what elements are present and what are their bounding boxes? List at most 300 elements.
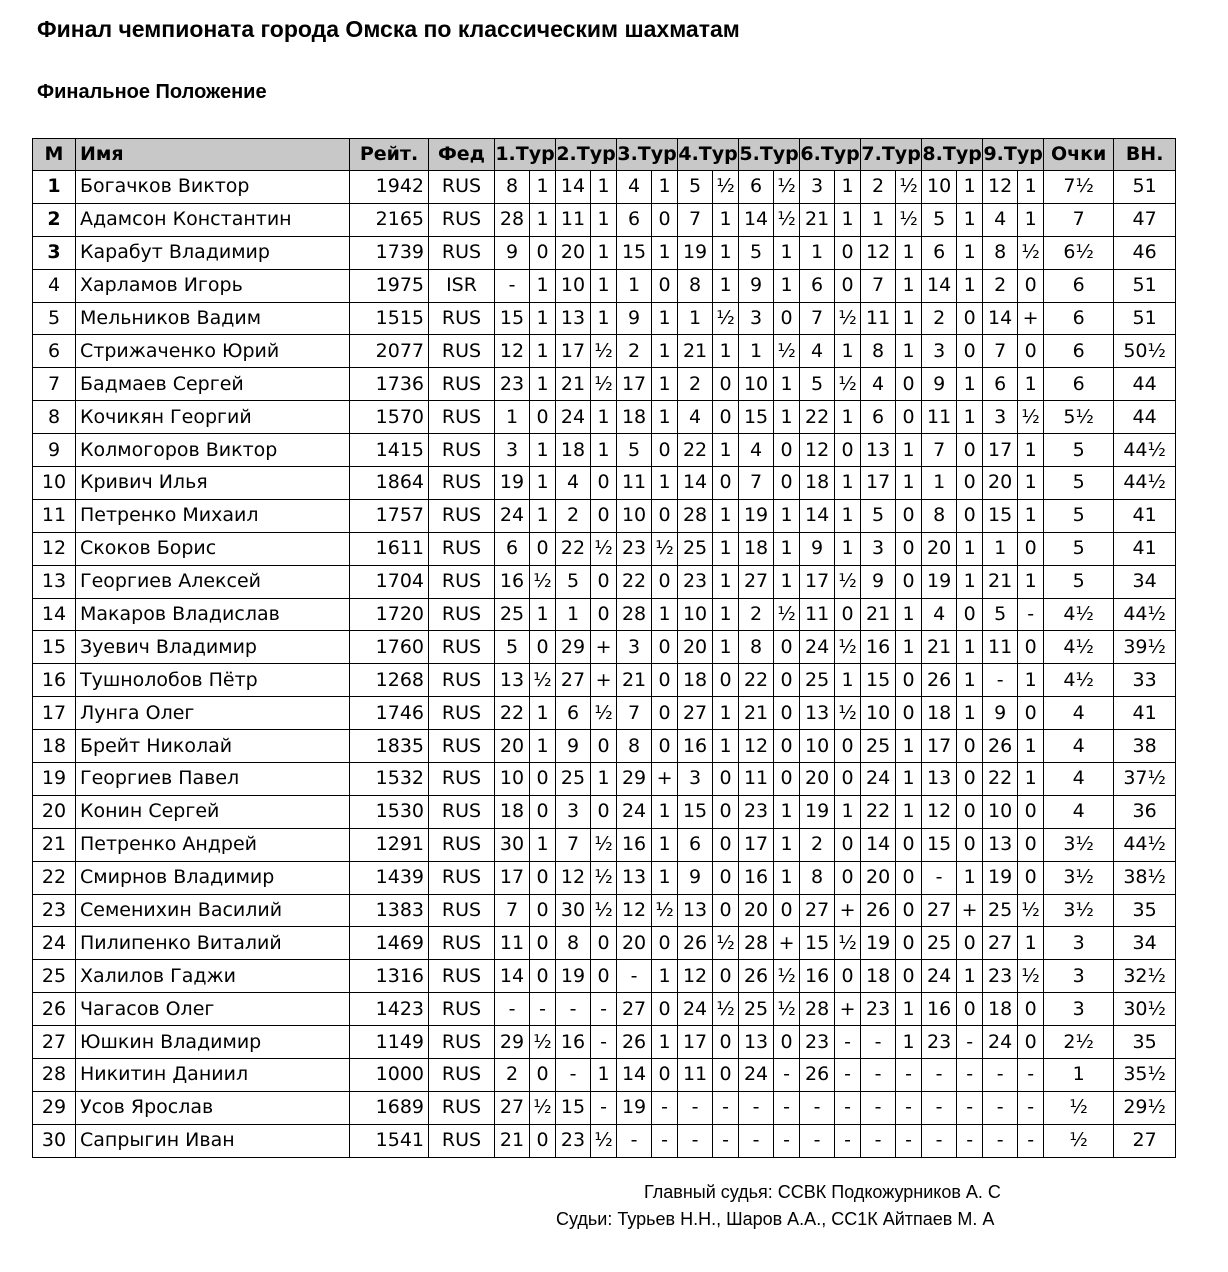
- federation-cell: RUS: [429, 697, 495, 730]
- opponent-cell: 11: [739, 763, 774, 796]
- header-round-6: 6.Тур: [800, 139, 861, 171]
- opponent-cell: 18: [861, 960, 896, 993]
- rating-cell: 1746: [350, 697, 429, 730]
- place-cell: 1: [33, 171, 76, 204]
- result-cell: 1: [591, 434, 617, 467]
- opponent-cell: 20: [739, 894, 774, 927]
- tiebreak-cell: 30½: [1114, 993, 1176, 1026]
- opponent-cell: 1: [739, 335, 774, 368]
- points-cell: 3: [1044, 960, 1114, 993]
- result-cell: 0: [957, 467, 983, 500]
- result-cell: 1: [652, 171, 678, 204]
- opponent-cell: 7: [678, 203, 713, 236]
- opponent-cell: 21: [495, 1124, 530, 1157]
- opponent-cell: -: [983, 1091, 1018, 1124]
- result-cell: 1: [896, 236, 922, 269]
- opponent-cell: 24: [861, 763, 896, 796]
- result-cell: 0: [713, 401, 739, 434]
- opponent-cell: 1: [861, 203, 896, 236]
- federation-cell: RUS: [429, 335, 495, 368]
- result-cell: 0: [774, 664, 800, 697]
- opponent-cell: 20: [617, 927, 652, 960]
- federation-cell: RUS: [429, 203, 495, 236]
- opponent-cell: 5: [922, 203, 957, 236]
- place-cell: 11: [33, 499, 76, 532]
- result-cell: 1: [957, 664, 983, 697]
- opponent-cell: 26: [861, 894, 896, 927]
- result-cell: 0: [896, 532, 922, 565]
- opponent-cell: 15: [495, 302, 530, 335]
- opponent-cell: 27: [556, 664, 591, 697]
- rating-cell: 2165: [350, 203, 429, 236]
- place-cell: 29: [33, 1091, 76, 1124]
- result-cell: ½: [896, 203, 922, 236]
- result-cell: -: [835, 1091, 861, 1124]
- table-row: [33, 763, 1176, 796]
- result-cell: 1: [835, 795, 861, 828]
- result-cell: ½: [591, 1124, 617, 1157]
- opponent-cell: 11: [800, 598, 835, 631]
- result-cell: -: [1018, 1059, 1044, 1092]
- document-title: Финал чемпионата города Омска по классическим шахматам: [37, 16, 740, 42]
- points-cell: 4: [1044, 697, 1114, 730]
- opponent-cell: 9: [617, 302, 652, 335]
- result-cell: 1: [774, 828, 800, 861]
- opponent-cell: 18: [556, 434, 591, 467]
- result-cell: 0: [896, 368, 922, 401]
- result-cell: 0: [774, 763, 800, 796]
- opponent-cell: 22: [617, 565, 652, 598]
- opponent-cell: 22: [739, 664, 774, 697]
- opponent-cell: 10: [983, 795, 1018, 828]
- result-cell: 1: [652, 368, 678, 401]
- opponent-cell: 14: [678, 467, 713, 500]
- opponent-cell: -: [495, 993, 530, 1026]
- federation-cell: ISR: [429, 269, 495, 302]
- opponent-cell: 18: [617, 401, 652, 434]
- header-round-7: 7.Тур: [861, 139, 922, 171]
- place-cell: 6: [33, 335, 76, 368]
- player-name-cell: Стрижаченко Юрий: [76, 335, 350, 368]
- opponent-cell: 30: [495, 828, 530, 861]
- table-row: [33, 828, 1176, 861]
- result-cell: ½: [530, 565, 556, 598]
- tiebreak-cell: 38½: [1114, 861, 1176, 894]
- opponent-cell: -: [861, 1026, 896, 1059]
- result-cell: ½: [591, 368, 617, 401]
- result-cell: 0: [530, 236, 556, 269]
- result-cell: 1: [652, 828, 678, 861]
- table-row: [33, 1059, 1176, 1092]
- table-row: [33, 171, 1176, 204]
- table-row: [33, 434, 1176, 467]
- player-name-cell: Халилов Гаджи: [76, 960, 350, 993]
- tiebreak-cell: 33: [1114, 664, 1176, 697]
- result-cell: 1: [1018, 467, 1044, 500]
- opponent-cell: 2: [861, 171, 896, 204]
- federation-cell: RUS: [429, 302, 495, 335]
- result-cell: 1: [774, 565, 800, 598]
- result-cell: ½: [835, 631, 861, 664]
- opponent-cell: 28: [495, 203, 530, 236]
- player-name-cell: Конин Сергей: [76, 795, 350, 828]
- result-cell: ½: [591, 828, 617, 861]
- points-cell: 6: [1044, 335, 1114, 368]
- result-cell: 0: [957, 828, 983, 861]
- rating-cell: 1942: [350, 171, 429, 204]
- result-cell: 1: [713, 598, 739, 631]
- result-cell: -: [774, 1059, 800, 1092]
- opponent-cell: 11: [495, 927, 530, 960]
- result-cell: 1: [652, 335, 678, 368]
- result-cell: 0: [774, 730, 800, 763]
- opponent-cell: 17: [800, 565, 835, 598]
- opponent-cell: 17: [922, 730, 957, 763]
- opponent-cell: 14: [983, 302, 1018, 335]
- player-name-cell: Чагасов Олег: [76, 993, 350, 1026]
- opponent-cell: 3: [556, 795, 591, 828]
- rating-cell: 1689: [350, 1091, 429, 1124]
- opponent-cell: 20: [922, 532, 957, 565]
- result-cell: -: [713, 1124, 739, 1157]
- opponent-cell: -: [678, 1124, 713, 1157]
- result-cell: 0: [896, 664, 922, 697]
- tiebreak-cell: 44½: [1114, 467, 1176, 500]
- opponent-cell: 27: [983, 927, 1018, 960]
- opponent-cell: 22: [556, 532, 591, 565]
- federation-cell: RUS: [429, 763, 495, 796]
- opponent-cell: 10: [495, 763, 530, 796]
- result-cell: -: [896, 1059, 922, 1092]
- points-cell: 4½: [1044, 631, 1114, 664]
- result-cell: 1: [713, 532, 739, 565]
- opponent-cell: 5: [556, 565, 591, 598]
- points-cell: 2½: [1044, 1026, 1114, 1059]
- result-cell: +: [591, 631, 617, 664]
- result-cell: 0: [713, 795, 739, 828]
- place-cell: 30: [33, 1124, 76, 1157]
- federation-cell: RUS: [429, 730, 495, 763]
- result-cell: ½: [1018, 960, 1044, 993]
- opponent-cell: 7: [617, 697, 652, 730]
- points-cell: 3½: [1044, 861, 1114, 894]
- opponent-cell: 21: [983, 565, 1018, 598]
- result-cell: 1: [835, 532, 861, 565]
- opponent-cell: 21: [617, 664, 652, 697]
- result-cell: 1: [652, 1026, 678, 1059]
- result-cell: 0: [774, 434, 800, 467]
- opponent-cell: 20: [556, 236, 591, 269]
- opponent-cell: 5: [617, 434, 652, 467]
- place-cell: 7: [33, 368, 76, 401]
- result-cell: 0: [1018, 828, 1044, 861]
- rating-cell: 1530: [350, 795, 429, 828]
- rating-cell: 1739: [350, 236, 429, 269]
- result-cell: 1: [530, 269, 556, 302]
- result-cell: 0: [530, 1059, 556, 1092]
- opponent-cell: 1: [556, 598, 591, 631]
- federation-cell: RUS: [429, 1091, 495, 1124]
- opponent-cell: 4: [678, 401, 713, 434]
- opponent-cell: -: [983, 1124, 1018, 1157]
- result-cell: -: [591, 993, 617, 1026]
- rating-cell: 1515: [350, 302, 429, 335]
- opponent-cell: 20: [495, 730, 530, 763]
- opponent-cell: -: [678, 1091, 713, 1124]
- header-fed: Фед: [429, 139, 495, 171]
- tiebreak-cell: 35: [1114, 1026, 1176, 1059]
- place-cell: 5: [33, 302, 76, 335]
- result-cell: 0: [713, 861, 739, 894]
- opponent-cell: 19: [983, 861, 1018, 894]
- result-cell: 1: [591, 203, 617, 236]
- result-cell: 1: [774, 368, 800, 401]
- result-cell: 0: [591, 499, 617, 532]
- points-cell: 4½: [1044, 664, 1114, 697]
- points-cell: 5: [1044, 565, 1114, 598]
- result-cell: 1: [713, 434, 739, 467]
- opponent-cell: 12: [922, 795, 957, 828]
- table-row: [33, 927, 1176, 960]
- opponent-cell: -: [739, 1124, 774, 1157]
- opponent-cell: 10: [739, 368, 774, 401]
- opponent-cell: 5: [800, 368, 835, 401]
- standings-header: [33, 139, 1176, 171]
- opponent-cell: 24: [678, 993, 713, 1026]
- result-cell: ½: [774, 993, 800, 1026]
- result-cell: 0: [652, 203, 678, 236]
- table-row: [33, 664, 1176, 697]
- opponent-cell: 2: [983, 269, 1018, 302]
- points-cell: 6½: [1044, 236, 1114, 269]
- place-cell: 23: [33, 894, 76, 927]
- result-cell: 0: [774, 302, 800, 335]
- opponent-cell: 16: [800, 960, 835, 993]
- opponent-cell: -: [861, 1059, 896, 1092]
- tiebreak-cell: 32½: [1114, 960, 1176, 993]
- result-cell: 1: [530, 171, 556, 204]
- result-cell: 0: [713, 664, 739, 697]
- result-cell: 1: [896, 335, 922, 368]
- place-cell: 27: [33, 1026, 76, 1059]
- result-cell: 1: [835, 499, 861, 532]
- tiebreak-cell: 41: [1114, 499, 1176, 532]
- opponent-cell: 28: [739, 927, 774, 960]
- opponent-cell: 15: [800, 927, 835, 960]
- result-cell: -: [957, 1026, 983, 1059]
- rating-cell: 1268: [350, 664, 429, 697]
- place-cell: 25: [33, 960, 76, 993]
- result-cell: 0: [530, 861, 556, 894]
- federation-cell: RUS: [429, 894, 495, 927]
- result-cell: 1: [896, 795, 922, 828]
- opponent-cell: 8: [983, 236, 1018, 269]
- opponent-cell: 19: [800, 795, 835, 828]
- opponent-cell: 19: [861, 927, 896, 960]
- tiebreak-cell: 27: [1114, 1124, 1176, 1157]
- result-cell: 1: [1018, 171, 1044, 204]
- opponent-cell: 14: [617, 1059, 652, 1092]
- opponent-cell: -: [556, 993, 591, 1026]
- header-name: Имя: [76, 139, 350, 171]
- result-cell: 1: [957, 236, 983, 269]
- opponent-cell: 13: [800, 697, 835, 730]
- result-cell: -: [591, 1091, 617, 1124]
- opponent-cell: 4: [861, 368, 896, 401]
- opponent-cell: 25: [922, 927, 957, 960]
- result-cell: 1: [530, 730, 556, 763]
- opponent-cell: 18: [922, 697, 957, 730]
- rating-cell: 1975: [350, 269, 429, 302]
- result-cell: 0: [896, 565, 922, 598]
- opponent-cell: 6: [922, 236, 957, 269]
- opponent-cell: 7: [983, 335, 1018, 368]
- result-cell: 0: [896, 828, 922, 861]
- result-cell: 1: [530, 335, 556, 368]
- result-cell: 1: [1018, 499, 1044, 532]
- federation-cell: RUS: [429, 565, 495, 598]
- place-cell: 14: [33, 598, 76, 631]
- result-cell: 0: [774, 697, 800, 730]
- federation-cell: RUS: [429, 664, 495, 697]
- opponent-cell: 8: [495, 171, 530, 204]
- points-cell: 5: [1044, 532, 1114, 565]
- opponent-cell: 3: [861, 532, 896, 565]
- opponent-cell: 21: [922, 631, 957, 664]
- opponent-cell: 25: [678, 532, 713, 565]
- opponent-cell: -: [861, 1124, 896, 1157]
- result-cell: 0: [652, 565, 678, 598]
- opponent-cell: 3: [800, 171, 835, 204]
- opponent-cell: 8: [556, 927, 591, 960]
- result-cell: 0: [896, 401, 922, 434]
- place-cell: 4: [33, 269, 76, 302]
- result-cell: 1: [1018, 434, 1044, 467]
- place-cell: 10: [33, 467, 76, 500]
- result-cell: 1: [652, 598, 678, 631]
- result-cell: -: [1018, 1091, 1044, 1124]
- opponent-cell: 2: [678, 368, 713, 401]
- header-round-5: 5.Тур: [739, 139, 800, 171]
- result-cell: 1: [1018, 565, 1044, 598]
- result-cell: 0: [1018, 631, 1044, 664]
- points-cell: 3½: [1044, 894, 1114, 927]
- opponent-cell: 23: [617, 532, 652, 565]
- result-cell: 0: [652, 730, 678, 763]
- player-name-cell: Колмогоров Виктор: [76, 434, 350, 467]
- federation-cell: RUS: [429, 828, 495, 861]
- opponent-cell: 17: [556, 335, 591, 368]
- opponent-cell: 15: [617, 236, 652, 269]
- opponent-cell: 13: [922, 763, 957, 796]
- result-cell: -: [530, 993, 556, 1026]
- result-cell: ½: [896, 171, 922, 204]
- result-cell: -: [835, 1124, 861, 1157]
- result-cell: 1: [530, 302, 556, 335]
- points-cell: 3: [1044, 927, 1114, 960]
- opponent-cell: 11: [617, 467, 652, 500]
- opponent-cell: -: [800, 1124, 835, 1157]
- opponent-cell: 3: [922, 335, 957, 368]
- tiebreak-cell: 44½: [1114, 434, 1176, 467]
- opponent-cell: 23: [983, 960, 1018, 993]
- federation-cell: RUS: [429, 861, 495, 894]
- opponent-cell: 13: [678, 894, 713, 927]
- opponent-cell: 8: [678, 269, 713, 302]
- result-cell: 0: [1018, 861, 1044, 894]
- points-cell: 4: [1044, 730, 1114, 763]
- result-cell: 1: [713, 697, 739, 730]
- result-cell: ½: [591, 532, 617, 565]
- opponent-cell: 19: [495, 467, 530, 500]
- opponent-cell: 23: [495, 368, 530, 401]
- player-name-cell: Петренко Михаил: [76, 499, 350, 532]
- federation-cell: RUS: [429, 598, 495, 631]
- opponent-cell: 15: [678, 795, 713, 828]
- rating-cell: 1439: [350, 861, 429, 894]
- result-cell: 1: [1018, 927, 1044, 960]
- result-cell: 1: [957, 401, 983, 434]
- result-cell: 1: [530, 434, 556, 467]
- opponent-cell: 4: [983, 203, 1018, 236]
- opponent-cell: 24: [495, 499, 530, 532]
- opponent-cell: 23: [861, 993, 896, 1026]
- opponent-cell: 6: [556, 697, 591, 730]
- tiebreak-cell: 47: [1114, 203, 1176, 236]
- opponent-cell: 1: [922, 467, 957, 500]
- result-cell: 0: [774, 1026, 800, 1059]
- result-cell: ½: [530, 1091, 556, 1124]
- result-cell: 0: [957, 795, 983, 828]
- opponent-cell: 28: [617, 598, 652, 631]
- rating-cell: 1291: [350, 828, 429, 861]
- rating-cell: 1736: [350, 368, 429, 401]
- federation-cell: RUS: [429, 401, 495, 434]
- table-row: [33, 499, 1176, 532]
- opponent-cell: 23: [739, 795, 774, 828]
- header-round-1: 1.Тур: [495, 139, 556, 171]
- tiebreak-cell: 50½: [1114, 335, 1176, 368]
- player-name-cell: Брейт Николай: [76, 730, 350, 763]
- result-cell: 0: [957, 763, 983, 796]
- opponent-cell: 1: [800, 236, 835, 269]
- opponent-cell: 15: [861, 664, 896, 697]
- federation-cell: RUS: [429, 368, 495, 401]
- opponent-cell: 11: [983, 631, 1018, 664]
- rating-cell: 1760: [350, 631, 429, 664]
- points-cell: 5: [1044, 499, 1114, 532]
- result-cell: 0: [530, 894, 556, 927]
- points-cell: 5: [1044, 467, 1114, 500]
- result-cell: 0: [652, 631, 678, 664]
- opponent-cell: -: [922, 861, 957, 894]
- table-row: [33, 795, 1176, 828]
- opponent-cell: 24: [617, 795, 652, 828]
- result-cell: ½: [713, 993, 739, 1026]
- header-round-8: 8.Тур: [922, 139, 983, 171]
- table-row: [33, 467, 1176, 500]
- result-cell: 1: [774, 861, 800, 894]
- result-cell: 0: [896, 697, 922, 730]
- result-cell: 0: [835, 763, 861, 796]
- result-cell: 1: [896, 763, 922, 796]
- player-name-cell: Мельников Вадим: [76, 302, 350, 335]
- opponent-cell: 10: [556, 269, 591, 302]
- rating-cell: 1423: [350, 993, 429, 1026]
- opponent-cell: 11: [556, 203, 591, 236]
- tiebreak-cell: 35: [1114, 894, 1176, 927]
- player-name-cell: Лунга Олег: [76, 697, 350, 730]
